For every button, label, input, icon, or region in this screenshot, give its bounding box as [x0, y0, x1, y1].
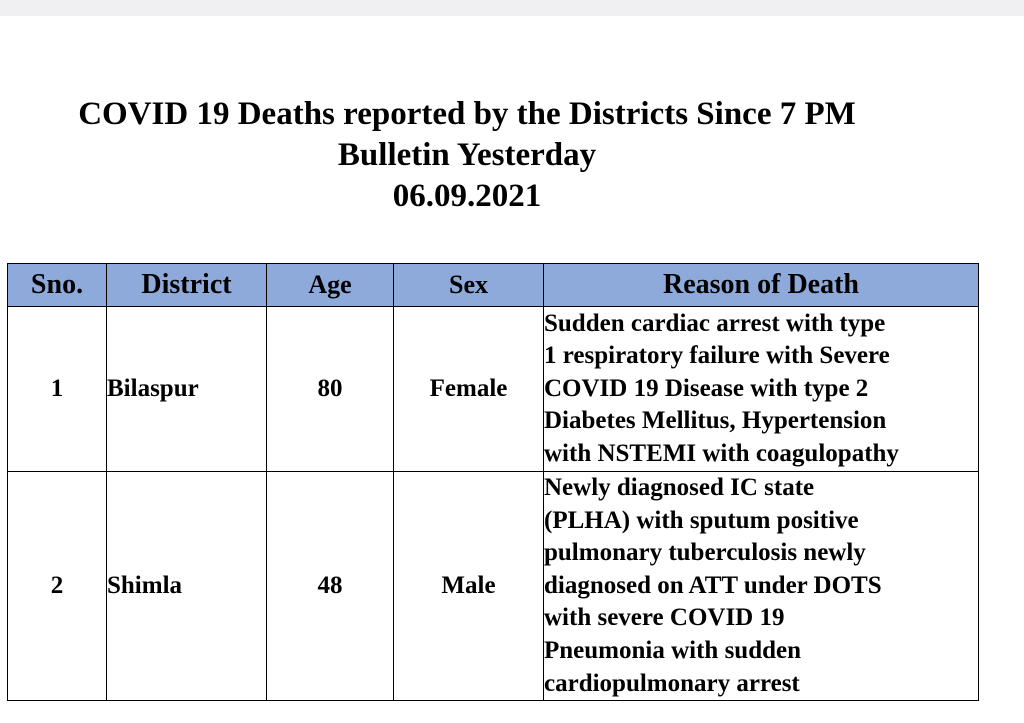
reason-line: cardiopulmonary arrest [544, 669, 800, 697]
reason-line: Diabetes Mellitus, Hypertension [544, 407, 887, 435]
reason-line: pulmonary tuberculosis newly [544, 539, 866, 567]
reason-line: diagnosed on ATT under DOTS [544, 571, 882, 599]
reason-line: Pneumonia with sudden [544, 636, 802, 664]
title-line-3-date: 06.09.2021 [392, 178, 542, 214]
reason-line: with NSTEMI with coagulopathy [544, 439, 899, 467]
reason-line: Newly diagnosed IC state [544, 474, 815, 501]
cell-district: Shimla [107, 472, 267, 701]
header-reason-of-death: Reason of Death [544, 264, 979, 307]
cell-district: Bilaspur [107, 307, 267, 472]
cell-age: 48 [267, 472, 394, 701]
table-row [8, 472, 979, 701]
deaths-table [7, 263, 979, 701]
reason-line: (PLHA) with sputum positive [544, 506, 859, 534]
table-row [8, 307, 979, 472]
title-line-2: Bulletin Yesterday [337, 137, 597, 173]
header-sex: Sex [394, 264, 544, 307]
reason-line: with severe COVID 19 [544, 604, 785, 632]
table-header-row [8, 264, 979, 307]
cell-reason-of-death [544, 307, 979, 472]
cell-sex: Female [394, 307, 544, 472]
cell-age: 80 [267, 307, 394, 472]
cell-sno: 1 [8, 307, 107, 472]
cell-sno: 2 [8, 472, 107, 701]
header-age: Age [267, 264, 394, 307]
viewer-top-bar [0, 0, 1024, 16]
cell-reason-of-death [544, 472, 979, 701]
reason-line: COVID 19 Disease with type 2 [544, 374, 869, 402]
header-district: District [107, 264, 267, 307]
cell-sex: Male [394, 472, 544, 701]
document-title [0, 94, 934, 217]
title-line-1: COVID 19 Deaths reported by the Districts Since 7 PM [78, 96, 856, 132]
header-sno: Sno. [8, 264, 107, 307]
reason-line: Sudden cardiac arrest with type [544, 309, 886, 337]
reason-line: 1 respiratory failure with Severe [544, 342, 890, 370]
